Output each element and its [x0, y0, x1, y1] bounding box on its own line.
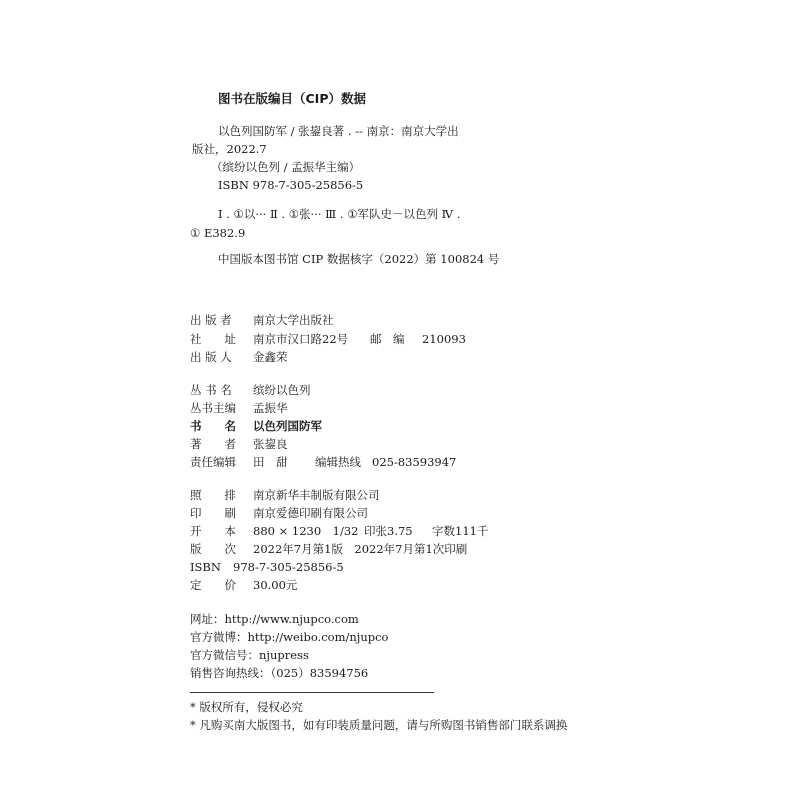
typeset-value: 南京新华丰制版有限公司 — [253, 488, 380, 502]
author-value: 张鋆良 — [253, 437, 288, 451]
typeset-label: 照 排 — [190, 488, 236, 502]
sales-hotline: 销售咨询热线：（025）83594756 — [190, 666, 369, 680]
price-value: 30.00元 — [253, 578, 298, 592]
words-value: 字数111千 — [432, 524, 489, 538]
format-label: 开 本 — [190, 524, 236, 538]
editor-label: 责任编辑 — [190, 455, 236, 469]
author-label: 著 者 — [190, 437, 236, 451]
return-policy-note: * 凡购买南大版图书，如有印装质量问题，请与所购图书销售部门联系调换 — [190, 718, 568, 732]
postcode-label: 邮 编 — [370, 332, 405, 346]
sheets-value: 印张3.75 — [364, 524, 413, 538]
wechat: 官方微信号：njupress — [190, 648, 309, 662]
publisher-label: 出 版 者 — [190, 313, 232, 327]
cip-isbn: ISBN 978-7-305-25856-5 — [218, 178, 364, 192]
cip-series-line: （缤纷以色列 / 孟振华主编） — [211, 160, 361, 174]
isbn-label: ISBN — [190, 560, 221, 574]
cip-title: 图书在版编目（CIP）数据 — [218, 91, 366, 106]
postcode-value: 210093 — [422, 332, 466, 346]
printer-label: 印 刷 — [190, 506, 236, 520]
series-editor-label: 丛书主编 — [190, 401, 236, 415]
price-label: 定 价 — [190, 578, 236, 592]
series-editor-value: 孟振华 — [253, 401, 288, 415]
edition-label: 版 次 — [190, 542, 236, 556]
book-title-value: 以色列国防军 — [253, 419, 322, 433]
address-label: 社 址 — [190, 332, 236, 346]
series-label: 丛 书 名 — [190, 383, 232, 397]
hotline-value: 025-83593947 — [372, 455, 457, 469]
cip-line-2: 版社，2022.7 — [192, 142, 267, 156]
issuer-value: 金鑫荣 — [253, 350, 288, 364]
address-value: 南京市汉口路22号 — [253, 332, 349, 346]
cip-subject-line-2: ① E382.9 — [190, 226, 246, 240]
hotline-label: 编辑热线 — [315, 455, 361, 469]
editor-value: 田 甜 — [253, 455, 288, 469]
copyright-note: * 版权所有，侵权必究 — [190, 700, 303, 714]
cip-verification: 中国版本图书馆 CIP 数据核字（2022）第 100824 号 — [218, 252, 500, 266]
weibo: 官方微博：http://weibo.com/njupco — [190, 630, 389, 644]
website: 网址：http://www.njupco.com — [190, 612, 359, 626]
publisher-value: 南京大学出版社 — [253, 313, 334, 327]
format-value: 880 × 1230 1/32 — [253, 524, 359, 538]
issuer-label: 出 版 人 — [190, 350, 232, 364]
cip-line-1: 以色列国防军 / 张鋆良著 . -- 南京：南京大学出 — [218, 124, 459, 138]
series-value: 缤纷以色列 — [253, 383, 311, 397]
book-title-label: 书 名 — [190, 419, 236, 433]
footnote-divider — [190, 692, 434, 693]
isbn-value: 978-7-305-25856-5 — [233, 560, 344, 574]
edition-value: 2022年7月第1版 2022年7月第1次印刷 — [253, 542, 468, 556]
printer-value: 南京爱德印刷有限公司 — [253, 506, 368, 520]
cip-subject-line-1: Ⅰ . ①以··· Ⅱ . ①张··· Ⅲ . ①军队史－以色列 Ⅳ . — [218, 207, 461, 221]
